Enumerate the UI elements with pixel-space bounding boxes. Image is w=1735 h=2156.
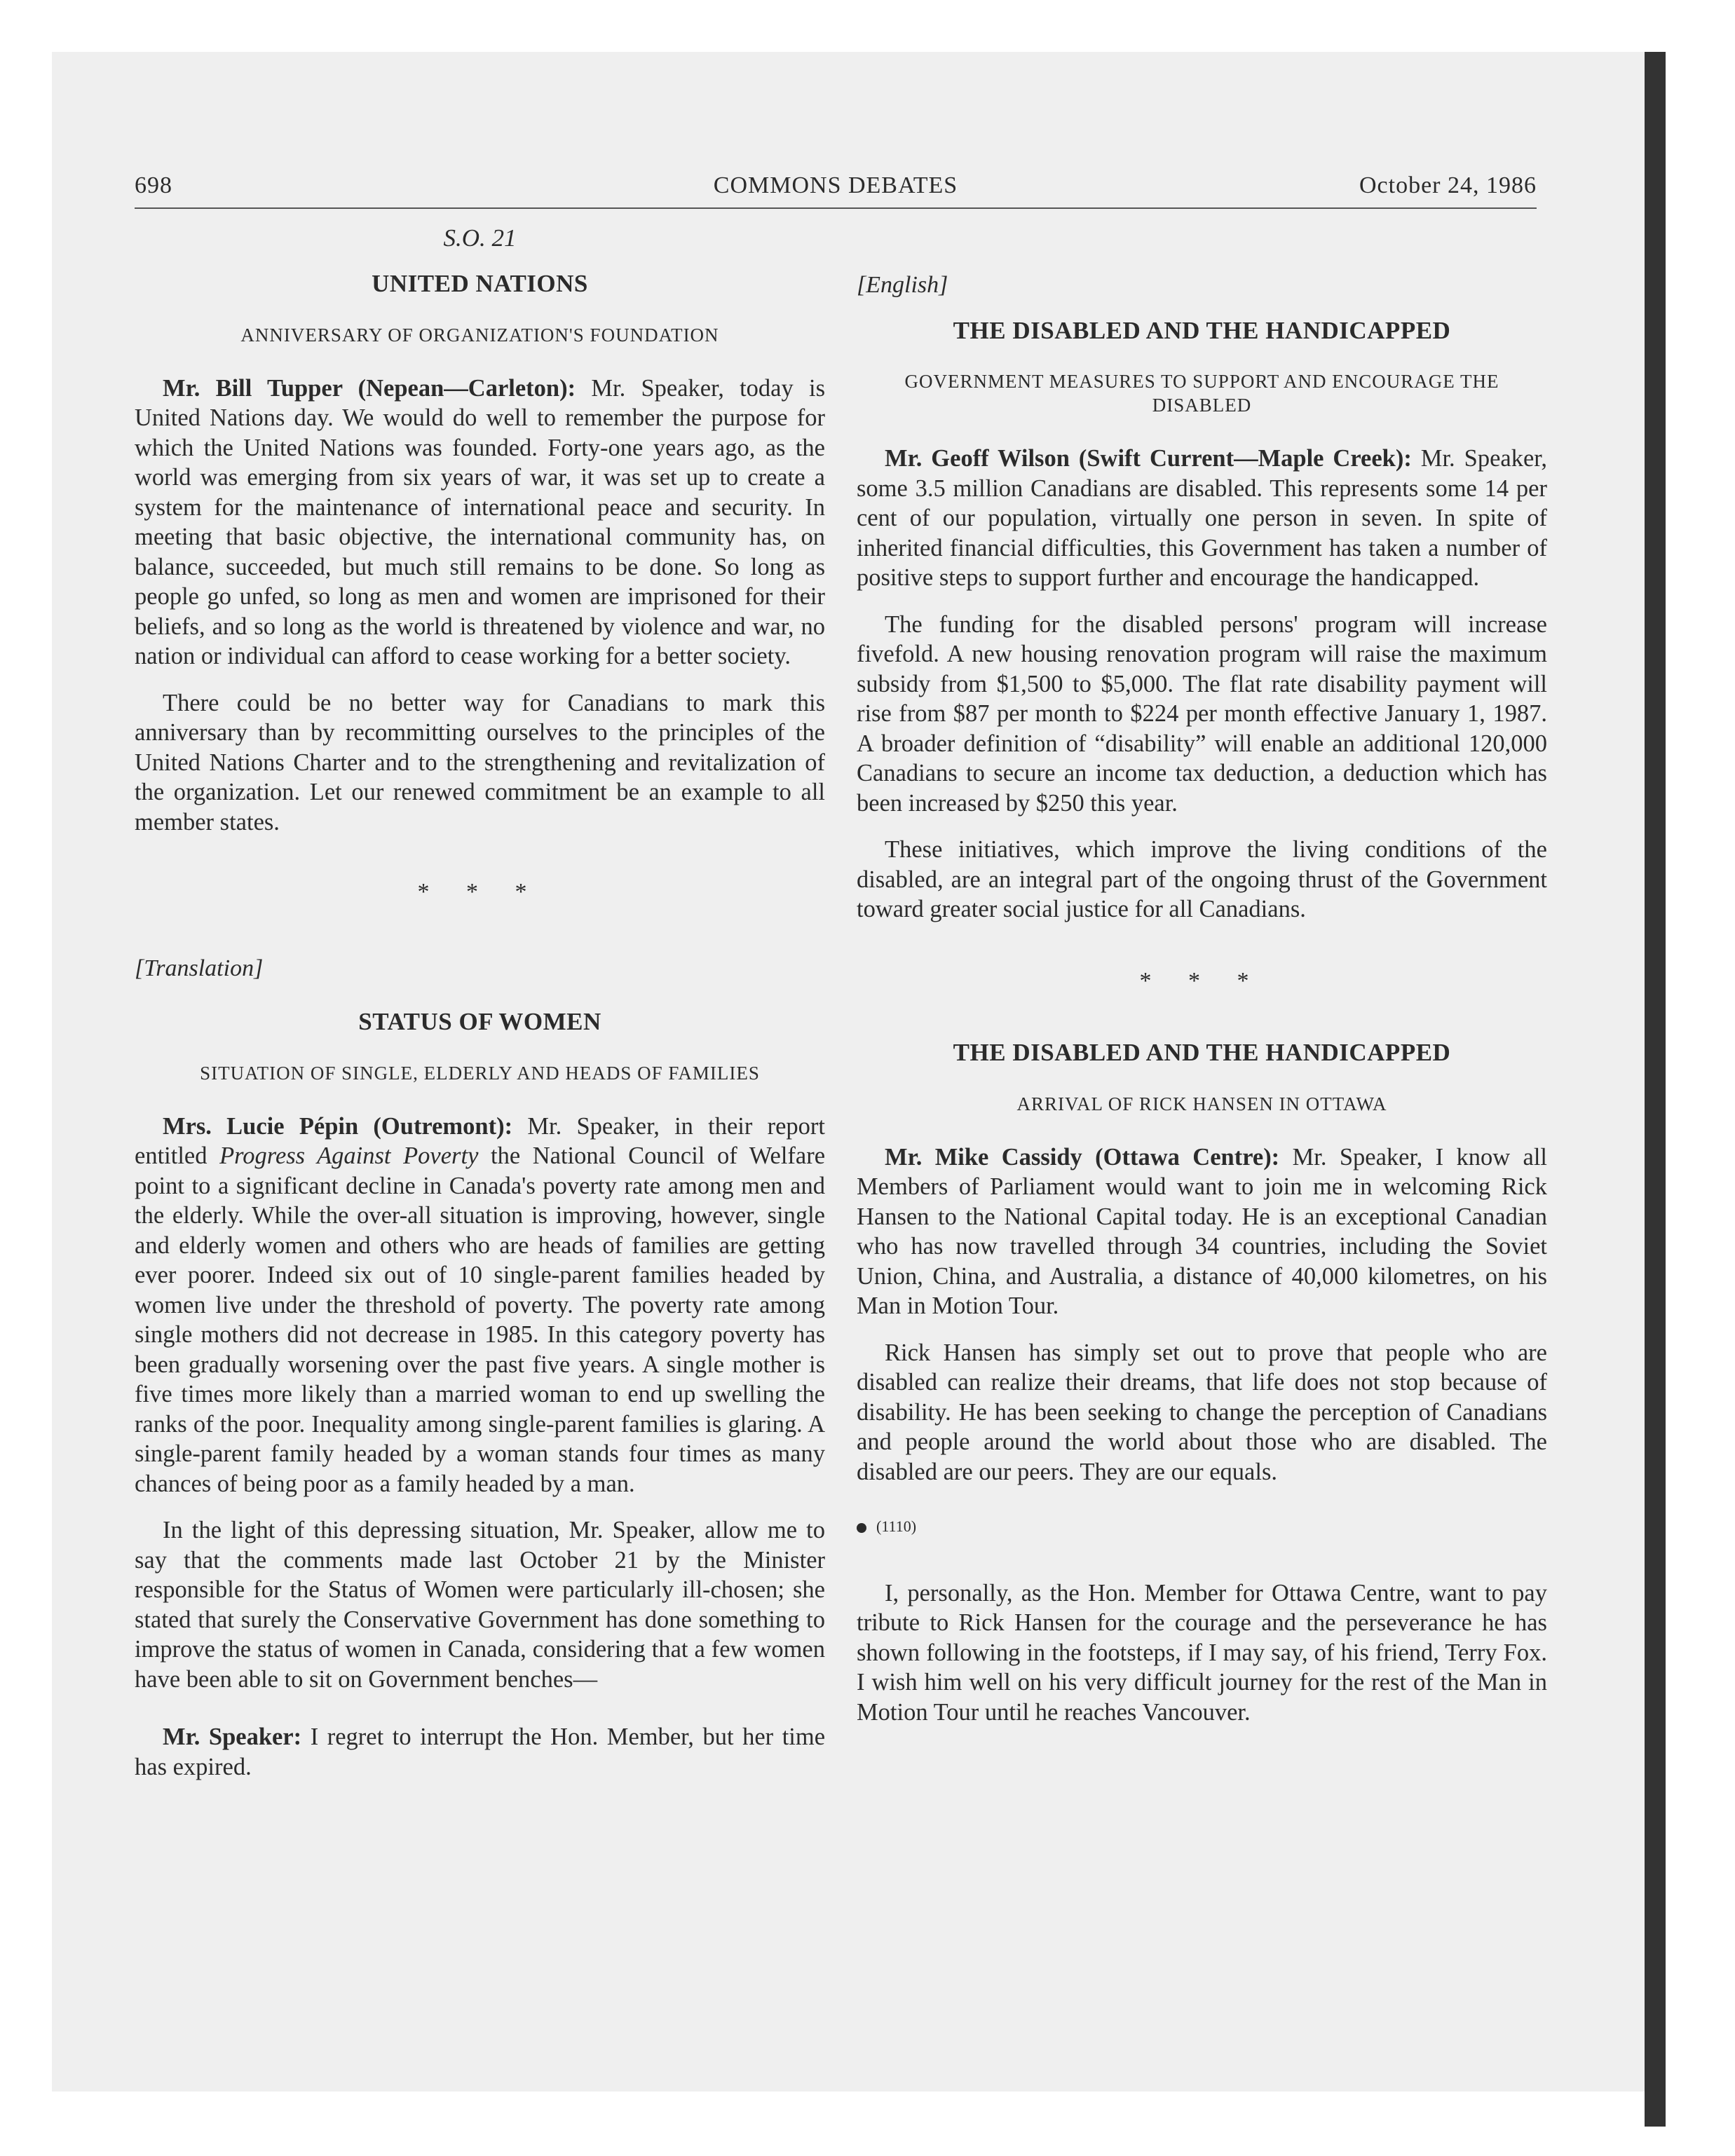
speech-paragraph: Mr. Bill Tupper (Nepean—Carleton): Mr. Speaker, today is United Nations day. We would do well to remember the purpose for which the United Nations was founded. Forty-one years ago, as the world was emerging from six years of war, it was set up to create a system for the maintenance of international peace and security. In meeting that basic objective, the international community has, on balance, succeeded, but much still remains to be done. So long as people go unfed, so long as men and women are imprisoned for their beliefs, and so long as the world is threatened by violence and war, no nation or individual can afford to cease working for a better society. [135,374,826,669]
speaker-name: Mr. Mike Cassidy (Ottawa Centre): [885,1143,1280,1171]
report-title: Progress Against Poverty [219,1142,479,1169]
left-column [135,224,825,1782]
section-heading: THE DISABLED AND THE HANDICAPPED [953,1039,1451,1066]
speech-paragraph: These initiatives, which improve the living conditions of the disabled, are an integral part of the ongoing thrust of the Government toward greater social justice for all Canadians. [857,836,1547,922]
speaker-name: Mr. Geoff Wilson (Swift Current—Maple Creek): [885,445,1412,472]
speech-paragraph: I, personally, as the Hon. Member for Ottawa Centre, want to pay tribute to Rick Hansen for the courage and the perseverance he has shown following in the footsteps, if I may say, of his friend, Terry Fox. I wish him well on his very difficult journey for the rest of the Man in Motion Tour until he reaches Vancouver. [857,1579,1547,1726]
section-heading: STATUS OF WOMEN [358,1008,601,1035]
section-separator: * * * [417,879,543,905]
section-subheading: ANNIVERSARY OF ORGANIZATION'S FOUNDATION [240,324,719,346]
section-heading: UNITED NATIONS [372,270,588,297]
speech-paragraph: The funding for the disabled persons' program will increase fivefold. A new housing renovation program will raise the maximum subsidy from $1,500 to $5,000. The flat rate disability payment will rise from $87 per month to $224 per month effective January 1, 1987. A broader definition of “disability” will enable an additional 120,000 Canadians to secure an income tax deduction, a deduction which has been increased by $250 this year. [857,610,1547,817]
language-marker: [English] [857,272,948,298]
right-column [857,224,1547,1727]
speaker-name: Mrs. Lucie Pépin (Outremont): [163,1112,513,1140]
page-number: 698 [135,172,172,198]
speech-paragraph: Mrs. Lucie Pépin (Outremont): Mr. Speaker, in their report entitled Progress Against Poverty the National Council of Welfare point to a significant decline in Canada's poverty rate among men and the elderly. While the over-all situation is improving, however, single and elderly women and others who are heads of families are getting ever poorer. Indeed six out of 10 single-parent families headed by women live under the threshold of poverty. The poverty rate among single mothers did not decrease in 1985. In this category poverty has been gradually worsening over the past five years. A single mother is five times more likely than a married woman to end up swelling the ranks of the poor. Inequality among single-parent families is glaring. A single-parent family headed by a woman stands four times as many chances of being poor as a family headed by a man. [135,1112,826,1497]
section-subheading: SITUATION OF SINGLE, ELDERLY AND HEADS OF FAMILIES [200,1062,760,1084]
publication-title: COMMONS DEBATES [713,172,958,198]
speech-paragraph: Mr. Geoff Wilson (Swift Current—Maple Creek): Mr. Speaker, some 3.5 million Canadians are disabled. This represents some 14 per cent of our population, virtually one person in seven. In spite of inherited financial difficulties, this Government has taken a number of positive steps to support further and encourage the handicapped. [857,445,1547,591]
standing-order-label: S.O. 21 [443,224,517,252]
scan-edge [1645,52,1666,2127]
section-subheading: GOVERNMENT MEASURES TO SUPPORT AND ENCOURAGE THE DISABLED [904,371,1499,416]
speech-paragraph: Mr. Mike Cassidy (Ottawa Centre): Mr. Speaker, I know all Members of Parliament would want to join me in welcoming Rick Hansen to the National Capital today. He is an exceptional Canadian who has now travelled through 34 countries, including the Soviet Union, China, and Australia, a distance of 40,000 kilometres, on his Man in Motion Tour. [857,1143,1547,1319]
speech-paragraph: Rick Hansen has simply set out to prove that people who are disabled can realize their dreams, that life does not stop because of disability. He has been seeking to change the perception of Canadians and people around the world about those who are disabled. The disabled are our peers. They are our equals. [857,1339,1547,1485]
translation-marker: [Translation] [135,955,264,981]
speaker-name: Mr. Speaker: [163,1724,302,1750]
speech-paragraph: In the light of this depressing situation, Mr. Speaker, allow me to say that the comments made last October 21 by the Minister responsible for the Status of Women were particularly ill-chosen; she stated that surely the Conservative Government has done something to improve the status of women in Canada, considering that a few women have been able to sit on Government benches— [135,1517,825,1693]
page-header [135,172,1537,209]
speaker-name: Mr. Bill Tupper (Nepean—Carleton): [163,374,576,402]
issue-date: October 24, 1986 [1359,172,1537,198]
time-marker: (1110) [857,1512,1547,1542]
speech-paragraph: There could be no better way for Canadians to mark this anniversary than by recommitting ourselves to the principles of the United Nations Charter and to the strengthening and revitalization of the organization. Let our renewed commitment be an example to all member states. [135,689,825,835]
section-subheading: ARRIVAL OF RICK HANSEN IN OTTAWA [1016,1093,1387,1114]
section-heading: THE DISABLED AND THE HANDICAPPED [953,316,1451,344]
bullet-icon [857,1523,866,1533]
speech-paragraph: Mr. Speaker: I regret to interrupt the Hon. Member, but her time has expired. [135,1724,826,1780]
section-separator: * * * [1139,967,1265,994]
